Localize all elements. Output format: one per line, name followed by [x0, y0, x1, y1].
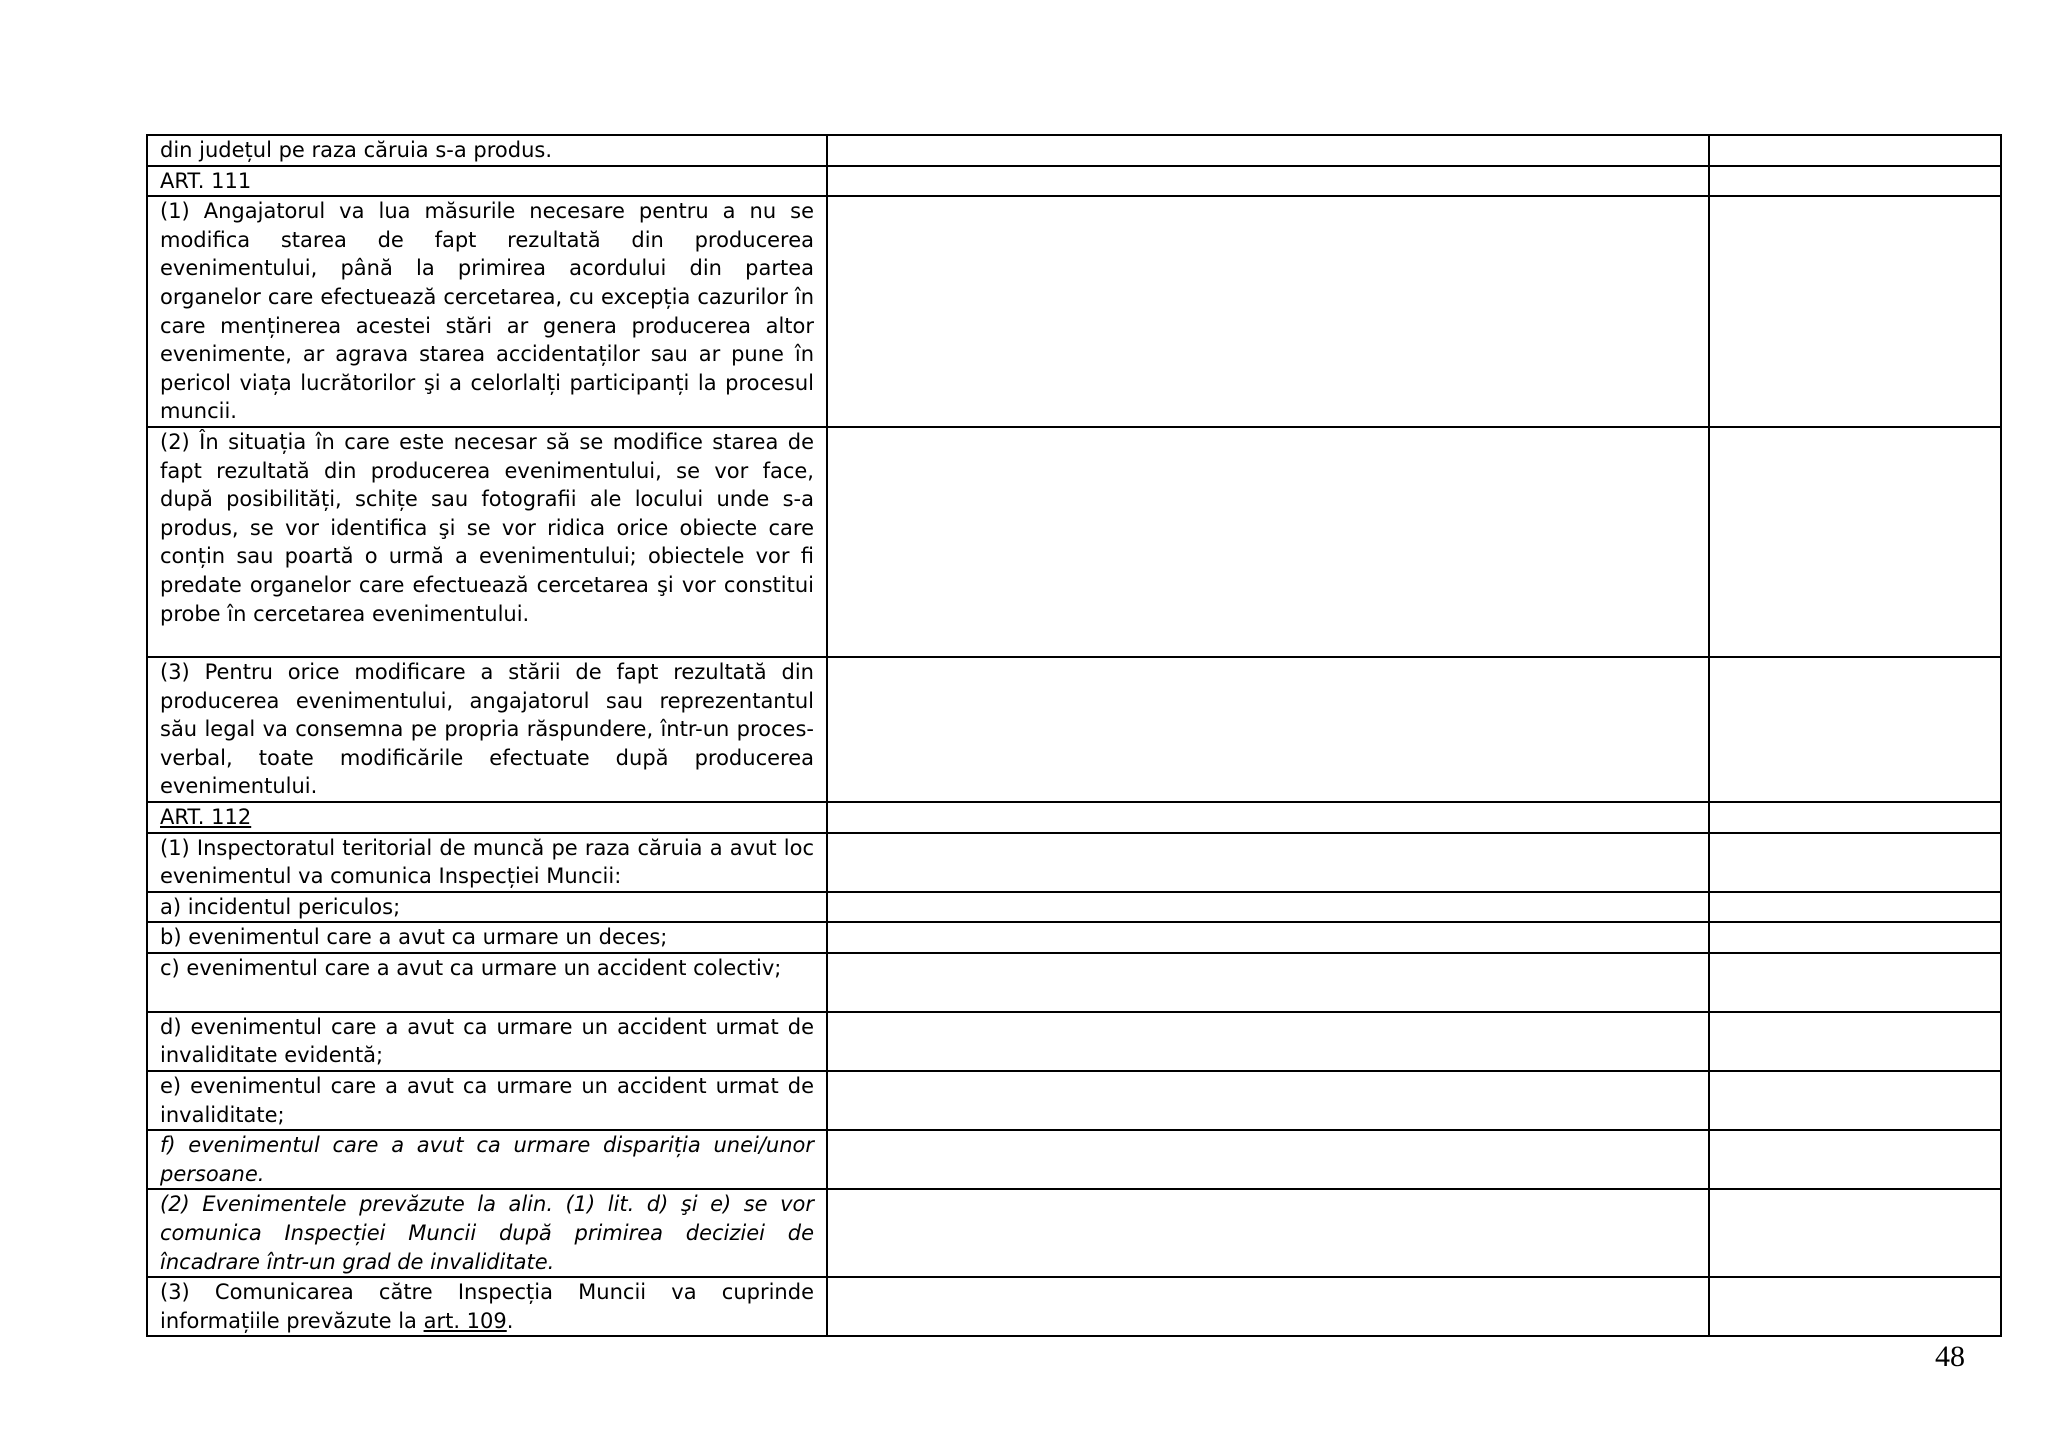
table-row [147, 657, 2001, 802]
empty-cell [827, 1071, 1709, 1130]
empty-cell [827, 166, 1709, 197]
page-number: 48 [1935, 1340, 1965, 1373]
article-link[interactable]: ART. 112 [160, 804, 252, 829]
article-text-cell: (1) Inspectoratul teritorial de muncă pe raza căruia a avut loc evenimentul va comunica Inspecției Muncii: [147, 833, 827, 892]
table-row [147, 833, 2001, 892]
article-text-cell: c) evenimentul care a avut ca urmare un accident colectiv; [147, 953, 827, 1012]
table-row [147, 1189, 2001, 1277]
empty-cell [1709, 802, 2001, 833]
table-row [147, 802, 2001, 833]
empty-cell [1709, 1189, 2001, 1277]
table-row [147, 1071, 2001, 1130]
empty-cell [1709, 427, 2001, 657]
empty-cell [827, 1130, 1709, 1189]
article-text-cell: (2) Evenimentele prevăzute la alin. (1) lit. d) şi e) se vor comunica Inspecției Muncii după primirea deciziei de încadrare într-un grad de invaliditate. [147, 1189, 827, 1277]
empty-cell [827, 135, 1709, 166]
last-row-text: (3) Comunicarea către Inspecția Muncii va cuprinde informațiile prevăzute la [160, 1280, 814, 1333]
table-row [147, 166, 2001, 197]
article-text-cell [147, 1277, 827, 1336]
empty-cell [1709, 953, 2001, 1012]
article-text-cell: (3) Pentru orice modificare a stării de fapt rezultată din producerea evenimentului, angajatorul sau reprezentantul său legal va consemna pe propria răspundere, într-un proces-verbal, toate modificările efectuate după producerea evenimentului. [147, 657, 827, 802]
article-heading-cell: ART. 111 [147, 166, 827, 197]
empty-cell [827, 427, 1709, 657]
empty-cell [1709, 1277, 2001, 1336]
article-text-cell: a) incidentul periculos; [147, 892, 827, 923]
article-text-cell: f) evenimentul care a avut ca urmare dispariția unei/unor persoane. [147, 1130, 827, 1189]
article-text-cell: din județul pe raza căruia s-a produs. [147, 135, 827, 166]
table-row [147, 953, 2001, 1012]
empty-cell [1709, 922, 2001, 953]
article-heading-cell [147, 802, 827, 833]
table-row [147, 1012, 2001, 1071]
empty-cell [1709, 196, 2001, 427]
empty-cell [827, 1277, 1709, 1336]
empty-cell [1709, 833, 2001, 892]
article-text-cell: (1) Angajatorul va lua măsurile necesare pentru a nu se modifica starea de fapt rezultată din producerea evenimentului, până la primirea acordului din partea organelor care efectuează cercetarea, cu excepția cazurilor în care menținerea acestei stări ar genera producerea altor evenimente, ar agrava starea accidentaților sau ar pune în pericol viața lucrătorilor şi a celorlalți participanți la procesul muncii. [147, 196, 827, 427]
articles-table [146, 134, 2002, 1337]
empty-cell [827, 922, 1709, 953]
article-link[interactable]: art. 109 [423, 1308, 507, 1333]
empty-cell [1709, 1130, 2001, 1189]
empty-cell [827, 196, 1709, 427]
article-text-cell: e) evenimentul care a avut ca urmare un accident urmat de invaliditate; [147, 1071, 827, 1130]
article-text-cell: d) evenimentul care a avut ca urmare un accident urmat de invaliditate evidentă; [147, 1012, 827, 1071]
table-row [147, 922, 2001, 953]
article-text-cell: b) evenimentul care a avut ca urmare un deces; [147, 922, 827, 953]
empty-cell [827, 833, 1709, 892]
empty-cell [1709, 135, 2001, 166]
table-row [147, 135, 2001, 166]
empty-cell [827, 1012, 1709, 1071]
empty-cell [1709, 892, 2001, 923]
table-row [147, 196, 2001, 427]
empty-cell [1709, 1012, 2001, 1071]
empty-cell [827, 1189, 1709, 1277]
empty-cell [827, 953, 1709, 1012]
empty-cell [1709, 166, 2001, 197]
empty-cell [827, 802, 1709, 833]
table-row [147, 1130, 2001, 1189]
last-row-end: . [506, 1308, 514, 1333]
empty-cell [1709, 1071, 2001, 1130]
empty-cell [827, 892, 1709, 923]
table-row [147, 892, 2001, 923]
empty-cell [827, 657, 1709, 802]
table-row [147, 427, 2001, 657]
table-row [147, 1277, 2001, 1336]
article-text-cell: (2) În situația în care este necesar să se modifice starea de fapt rezultată din producerea evenimentului, se vor face, după posibilități, schițe sau fotografii ale locului unde s-a produs, se vor identifica şi se vor ridica orice obiecte care conțin sau poartă o urmă a evenimentului; obiectele vor fi predate organelor care efectuează cercetarea şi vor constitui probe în cercetarea evenimentului. [147, 427, 827, 657]
empty-cell [1709, 657, 2001, 802]
